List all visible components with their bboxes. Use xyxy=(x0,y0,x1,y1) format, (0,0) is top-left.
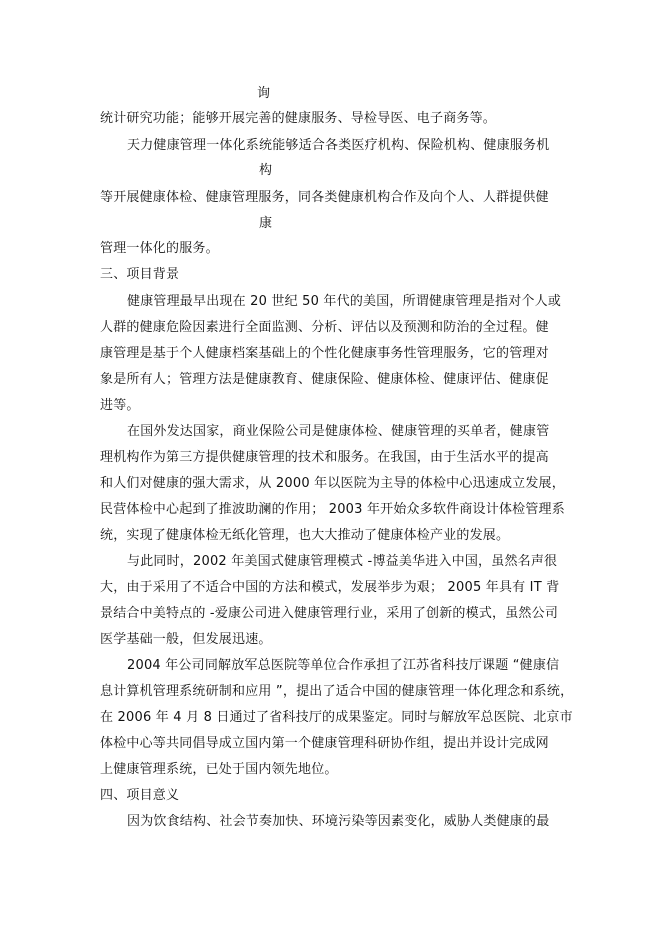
text-line: 等开展健康体检、健康管理服务，同各类健康机构合作及向个人、人群提供健 xyxy=(100,190,549,205)
text-line: 息计算机管理系统研制和应用 ”，提出了适合中国的健康管理一体化理念和系统， xyxy=(100,684,574,699)
text-line: 在 2006 年 4 月 8 日通过了省科技厅的成果鉴定。同时与解放军总医院、北京市 xyxy=(100,710,573,725)
text-line: 健康管理最早出现在 20 世纪 50 年代的美国，所谓健康管理是指对个人或 xyxy=(127,294,562,309)
text-line: 理机构作为第三方提供健康管理的技术和服务。在我国，由于生活水平的提高 xyxy=(100,450,549,465)
text-line: 景结合中美特点的 -爱康公司进入健康管理行业，采用了创新的模式，虽然公司 xyxy=(100,606,559,621)
text-line: 和人们对健康的强大需求，从 2000 年以医院为主导的体检中心迅速成立发展， xyxy=(100,476,565,491)
text-line: 天力健康管理一体化系统能够适合各类医疗机构、保险机构、健康服务机 xyxy=(127,138,550,153)
text-line: 民营体检中心起到了推波助澜的作用； 2003 年开始众多软件商设计体检管理系 xyxy=(100,502,565,517)
text-line: 与此同时，2002 年美国式健康管理模式 -博益美华进入中国，虽然名声很 xyxy=(127,554,558,569)
text-line: 因为饮食结构、社会节奏加快、环境污染等因素变化，威胁人类健康的最 xyxy=(127,814,550,829)
text-line: 象是所有人；管理方法是健康教育、健康保险、健康体检、健康评估、健康促 xyxy=(100,372,549,387)
section-heading: 四、项目意义 xyxy=(100,788,180,803)
text-line: 上健康管理系统，已处于国内领先地位。 xyxy=(100,762,338,777)
section-heading: 三、项目背景 xyxy=(100,267,180,282)
text-line: 构 xyxy=(259,163,273,178)
text-line: 体检中心等共同倡导成立国内第一个健康管理科研协作组，提出并设计完成网 xyxy=(100,736,549,751)
text-line: 人群的健康危险因素进行全面监测、分析、评估以及预测和防治的全过程。健 xyxy=(100,320,549,335)
text-line: 2004 年公司同解放军总医院等单位合作承担了江苏省科技厅课题 “健康信 xyxy=(127,658,560,673)
text-line: 康 xyxy=(259,216,273,231)
text-line: 进等。 xyxy=(100,398,140,413)
text-line: 管理一体化的服务。 xyxy=(100,241,219,256)
text-line: 统计研究功能；能够开展完善的健康服务、导检导医、电子商务等。 xyxy=(100,111,497,126)
text-line: 大，由于采用了不适合中国的方法和模式，发展举步为艰； 2005 年具有 IT 背 xyxy=(100,580,560,595)
text-line: 医学基础一般，但发展迅速。 xyxy=(100,632,272,647)
text-line: 统，实现了健康体检无纸化管理，也大大推动了健康体检产业的发展。 xyxy=(100,528,510,543)
text-line: 询 xyxy=(257,86,271,101)
text-line: 康管理是基于个人健康档案基础上的个性化健康事务性管理服务，它的管理对 xyxy=(100,346,549,361)
text-line: 在国外发达国家，商业保险公司是健康体检、健康管理的买单者，健康管 xyxy=(127,424,550,439)
